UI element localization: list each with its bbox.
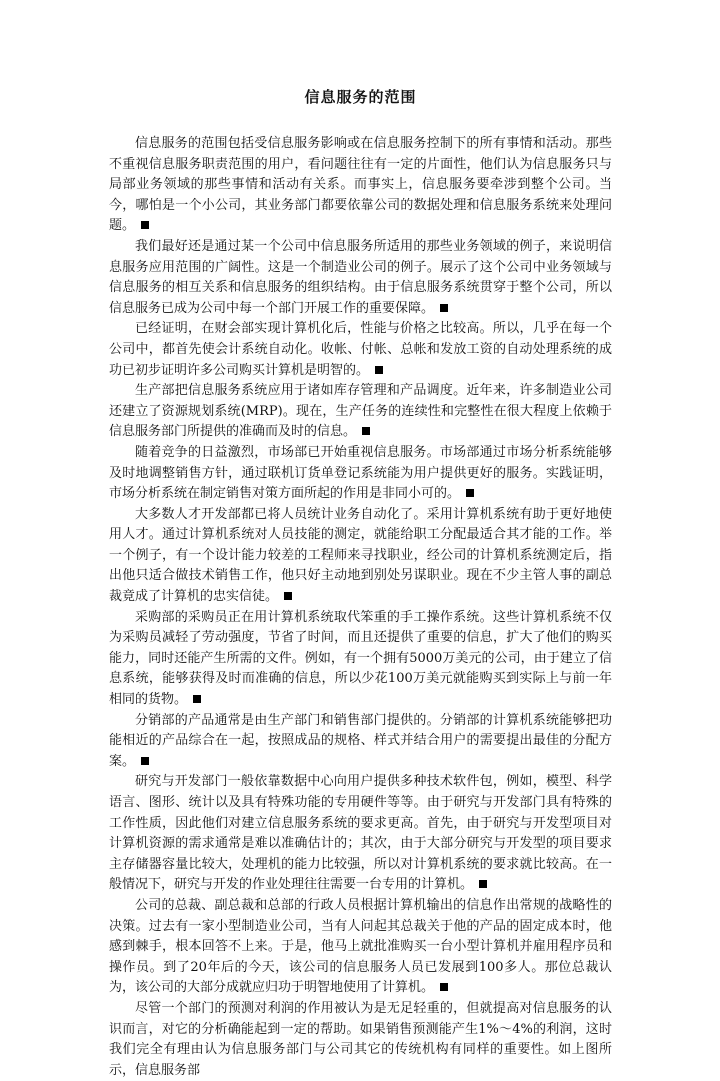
paragraph-end-marker — [193, 695, 201, 703]
paragraph-3 — [109, 319, 612, 381]
paragraph-text: 研究与开发部门一般依靠数据中心向用户提供多种技术软件包，例如，模型、科学语言、图形、统计以及具有特殊功能的专用硬件等等。由于研究与开发部门具有特殊的工作性质，因此他们对建立信息服务系统的要求更高。首先，由于研究与开发型项目对计算机资源的需求通常是难以准确估计的；其次，由于大部分研究与开发型的项目要求主存储器容量比较大，处理机的能力比较强，所以对计算机系统的要求就比较高。在一般情况下，研究与开发的作业处理往往需要一台专用的计算机。 — [109, 774, 612, 893]
paragraph-end-marker — [141, 221, 149, 229]
paragraph-end-marker — [440, 983, 448, 991]
paragraph-6 — [109, 505, 612, 608]
paragraph-text: 公司的总裁、副总裁和总部的行政人员根据计算机输出的信息作出常规的战略性的决策。过去有一家小型制造业公司，当有人问起其总裁关于他的产品的固定成本时，他感到棘手，根本回答不上来。于是，他马上就批准购买一台小型计算机并雇用程序员和操作员。到了20年后的今天，该公司的信息服务人员已发展到100多人。那位总裁认为，该公司的大部分成就应归功于明智地使用了计算机。 — [109, 897, 612, 996]
paragraph-10 — [109, 896, 612, 999]
paragraph-text: 信息服务的范围包括受信息服务影响或在信息服务控制下的所有事情和活动。那些不重视信息服务职责范围的用户，看问题往往有一定的片面性，他们认为信息服务只与局部业务领域的那些事情和活动有关系。而事实上，信息服务要牵涉到整个公司。当今，哪怕是一个小公司，其业务部门都要依靠公司的数据处理和信息服务系统来处理问题。 — [109, 136, 612, 234]
paragraph-end-marker — [362, 427, 370, 435]
paragraph-end-marker — [466, 489, 474, 497]
paragraph-text: 我们最好还是通过某一个公司中信息服务所适用的那些业务领域的例子，来说明信息服务应用范围的广阔性。这是一个制造业公司的例子。展示了这个公司中业务领域与信息服务的相互关系和信息服务的组织结构。由于信息服务系统贯穿于整个公司，所以信息服务已成为公司中每一个部门开展工作的重要保障。 — [109, 238, 612, 316]
paragraph-4 — [109, 381, 612, 443]
paragraph-text: 尽管一个部门的预测对利润的作用被认为是无足轻重的，但就提高对信息服务的认识而言，对它的分析确能起到一定的帮助。如果销售预测能产生1%～4%的利润，这时我们完全有理由认为信息服务部门与公司其它的传统机构有同样的重要性。如上图所示，信息服务部 — [109, 1000, 612, 1078]
paragraph-11 — [109, 999, 612, 1081]
paragraph-2 — [109, 237, 612, 319]
paragraph-text: 随着竞争的日益激烈，市场部已开始重视信息服务。市场部通过市场分析系统能够及时地调整销售方针，通过联机订货单登记系统能为用户提供更好的服务。实践证明，市场分析系统在制定销售对策方面所起的作用是非同小可的。 — [109, 444, 612, 502]
paragraph-end-marker — [479, 880, 487, 888]
paragraph-9 — [109, 772, 612, 896]
paragraph-7 — [109, 608, 612, 711]
paragraph-text: 已经证明，在财会部实现计算机化后，性能与价格之比较高。所以，几乎在每一个公司中，都首先使会计系统自动化。收帐、付帐、总帐和发放工资的自动处理系统的成功已初步证明许多公司购买计算机是明智的。 — [109, 321, 612, 378]
document-title: 信息服务的范围 — [304, 88, 417, 106]
paragraph-end-marker — [284, 592, 292, 600]
paragraph-end-marker — [440, 304, 448, 312]
paragraph-end-marker — [141, 757, 149, 765]
paragraph-text: 分销部的产品通常是由生产部门和销售部门提供的。分销部的计算机系统能够把功能相近的产品综合在一起，按照成品的规格、样式并结合用户的需要提出最佳的分配方案。 — [109, 712, 612, 769]
paragraph-text: 采购部的采购员正在用计算机系统取代笨重的手工操作系统。这些计算机系统不仅为采购员减轻了劳动强度，节省了时间，而且还提供了重要的信息，扩大了他们的购买能力，同时还能产生所需的文件。例如，有一个拥有5000万美元的公司，由于建立了信息系统，能够获得及时而准确的信息，所以少花100万美元就能购买到实际上与前一年相同的货物。 — [109, 609, 612, 708]
paragraph-text: 生产部把信息服务系统应用于诸如库存管理和产品调度。近年来，许多制造业公司还建立了资源规划系统(MRP)。现在，生产任务的连续性和完整性在很大程度上依赖于信息服务部门所提供的准确而及时的信息。 — [109, 383, 612, 440]
paragraph-end-marker — [375, 366, 383, 374]
document-page — [109, 86, 612, 1081]
paragraph-8 — [109, 711, 612, 773]
paragraph-text: 大多数人才开发部都已将人员统计业务自动化了。采用计算机系统有助于更好地使用人才。通过计算机系统对人员技能的测定，就能给职工分配最适合其才能的工作。举一个例子，有一个设计能力较差的工程师来寻找职业，经公司的计算机系统测定后，指出他只适合做技术销售工作，他只好主动地到别处另谋职业。现在不少主管人事的副总裁竟成了计算机的忠实信徒。 — [109, 506, 612, 605]
paragraph-5 — [109, 443, 612, 505]
paragraph-1 — [109, 134, 612, 237]
